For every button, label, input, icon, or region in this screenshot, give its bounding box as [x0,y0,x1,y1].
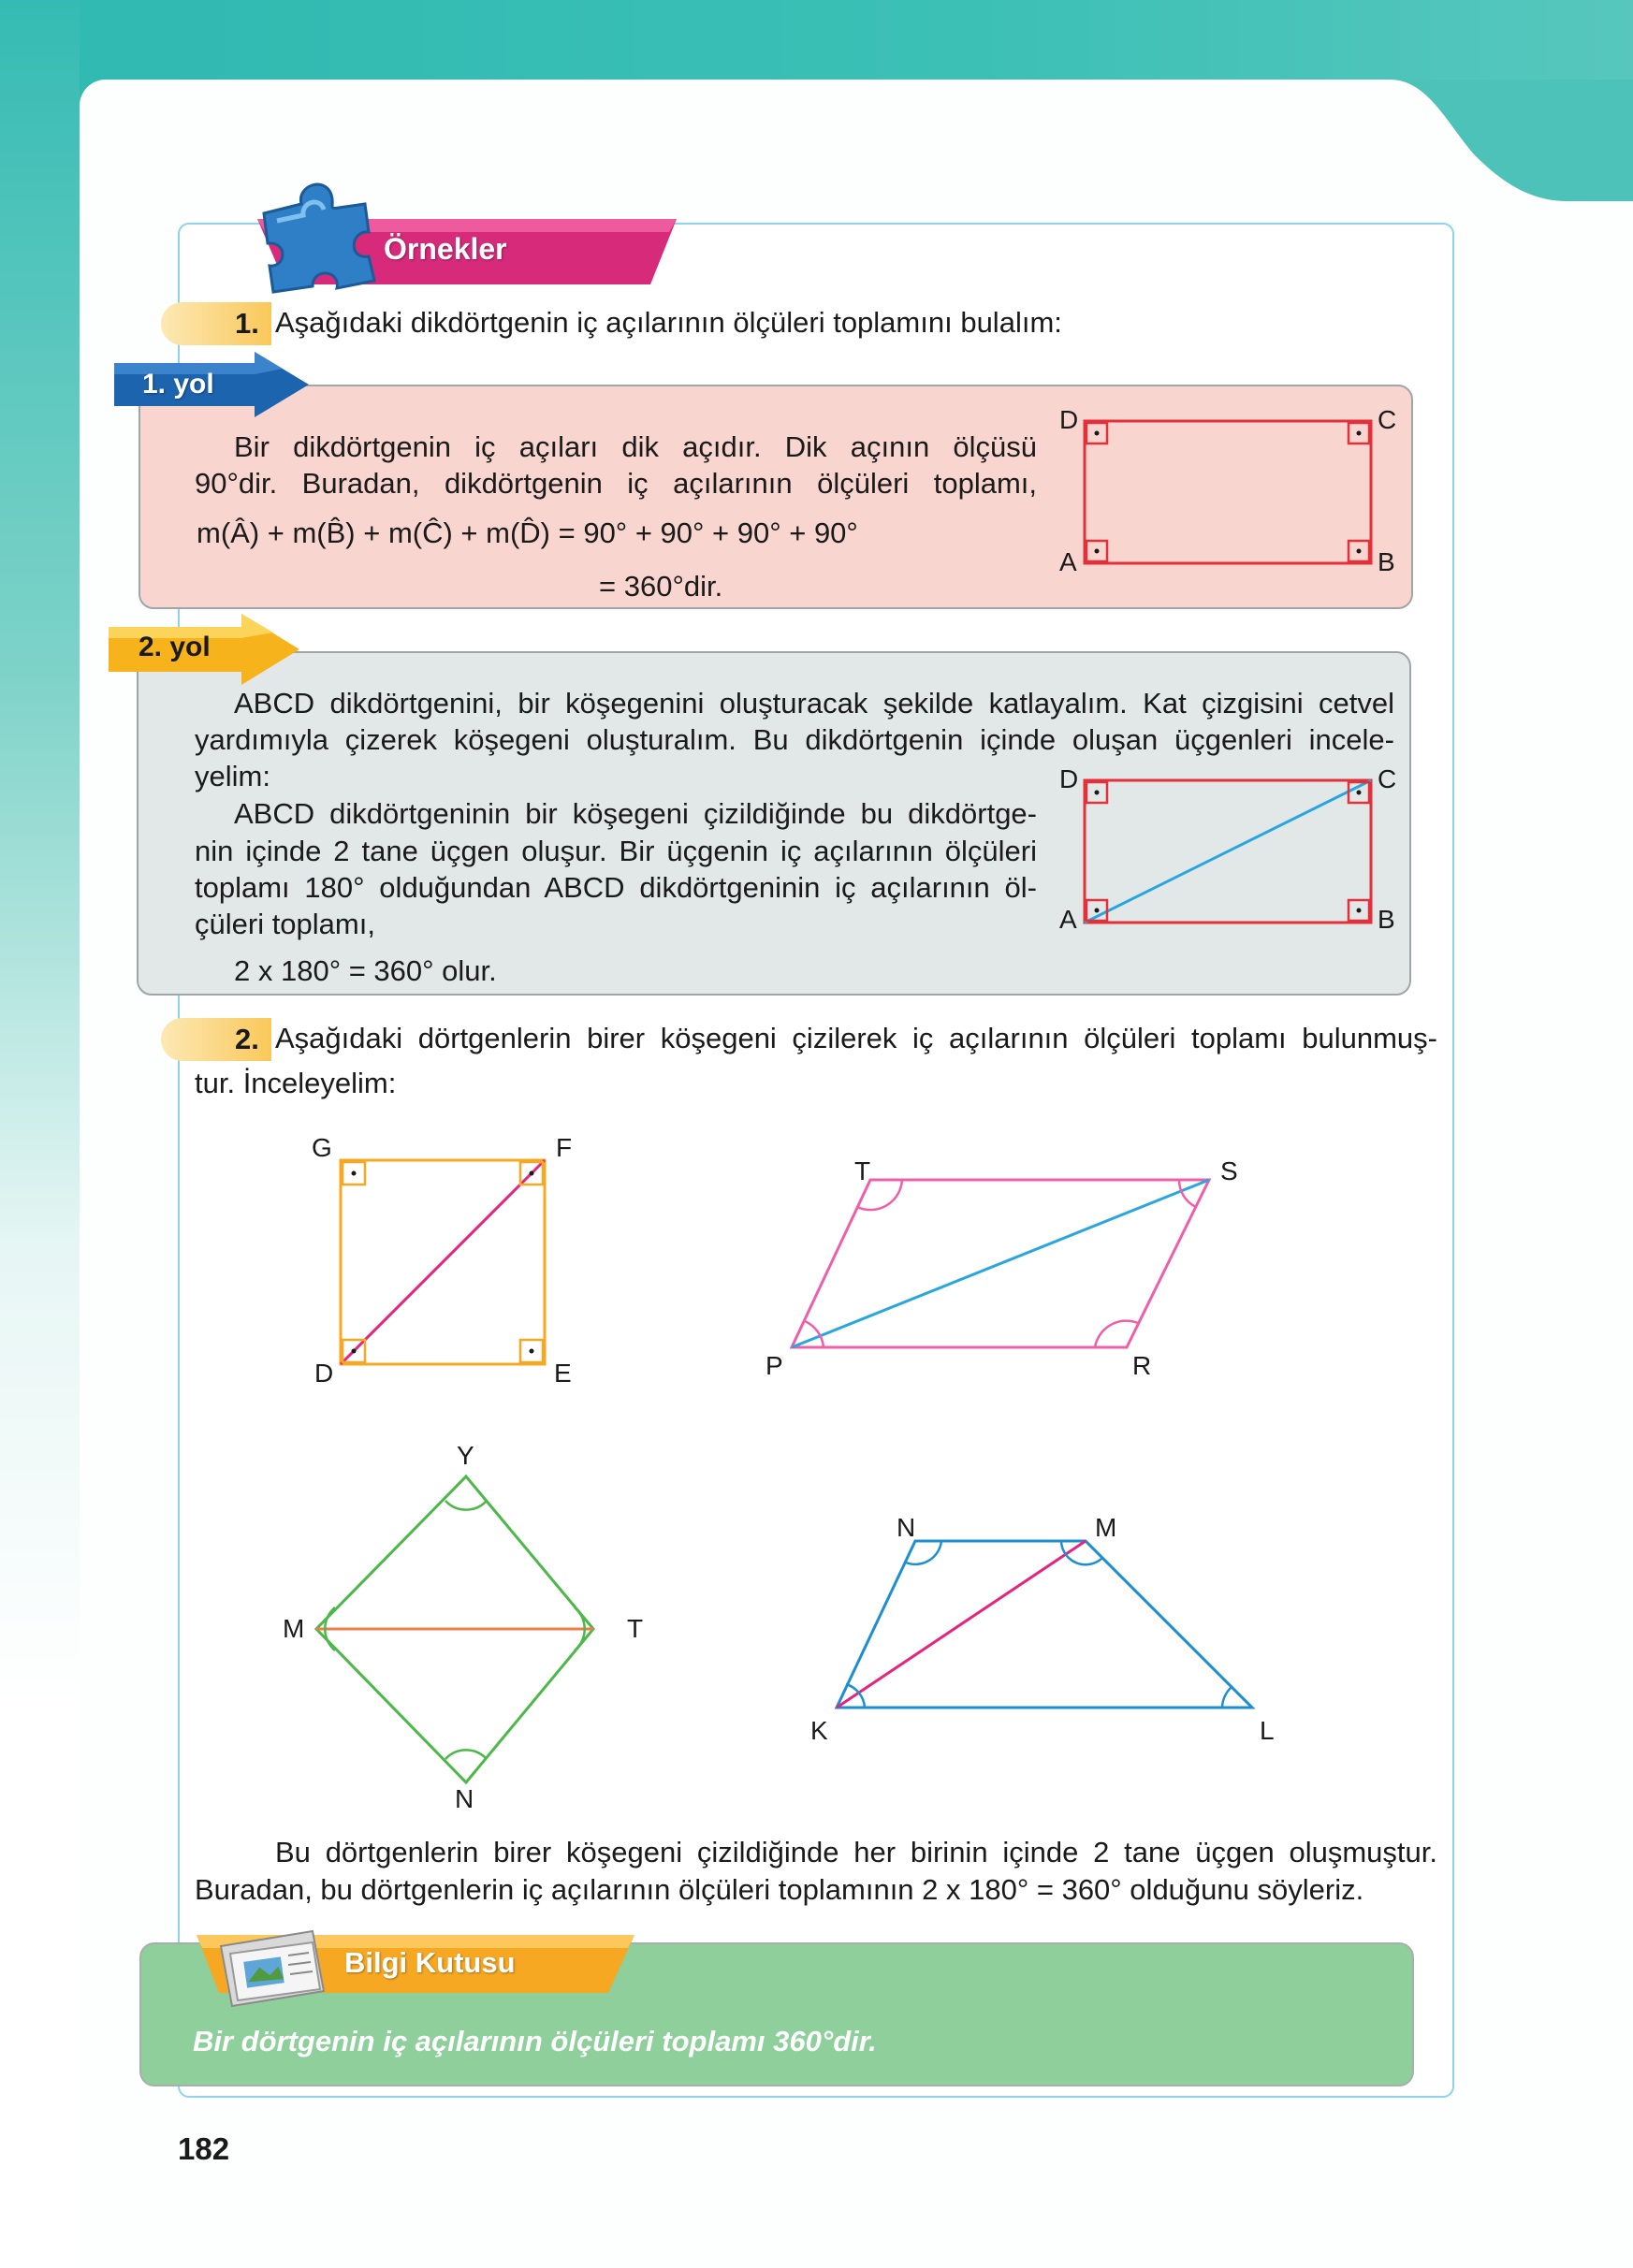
trapezoid-label-k: K [810,1716,828,1745]
rhombus-label-n: N [455,1784,474,1813]
question-text-1: Aşağıdaki dikdörtgenin iç açılarının ölçüleri toplamını bulalım: [275,306,1062,339]
left-color-band [0,0,80,2268]
trapezoid-label-m: M [1095,1513,1117,1542]
way2-label: 2. yol [139,632,211,662]
rhombus-ytnm [316,1476,593,1782]
rectangle-abcd [1085,421,1371,563]
parallelogram-tsrp [792,1180,1209,1347]
vertex-label-a: A [1059,547,1077,576]
parallelogram-diagonal [792,1180,1209,1347]
vertex-label-a-2: A [1059,905,1077,934]
trapezoid-label-n: N [897,1513,916,1542]
way1-formula: m(Â) + m(B̂) + m(Ĉ) + m(D̂) = 90° + 90° + 90° + 90° [197,516,858,549]
rectangle-figure-1 [1056,400,1411,588]
trapezoid-nmlk [837,1541,1252,1708]
vertex-label-c: C [1378,405,1397,434]
square-label-e: E [554,1359,572,1388]
way2-line1: ABCD dikdörtgenini, bir köşegenini oluşturacak şekilde katlayalım. Kat çizgisini cetvel [234,687,1394,720]
parallelogram-label-s: S [1220,1156,1238,1185]
way1-result: = 360°dir. [599,570,723,603]
rhombus-label-m: M [283,1614,305,1643]
way2-line2: yardımıyla çizerek köşegeni oluşturalım. Bu dikdörtgenin içinde oluşan üçgenleri incele- [195,723,1394,756]
way2-line5: nin içinde 2 tane üçgen oluşur. Bir üçgenin iç açılarının ölçüleri [195,835,1037,867]
info-box-text: Bir dörtgenin iç açılarının ölçüleri toplamı 360°dir. [193,2025,877,2057]
square-label-g: G [312,1133,332,1162]
question-text-2-line1: Aşağıdaki dörtgenlerin birer köşegeni çizilerek iç açılarının ölçüleri toplamı bulunmuş- [275,1022,1437,1054]
vertex-label-b-2: B [1378,905,1395,934]
vertex-label-d: D [1059,405,1079,434]
square-diagonal [341,1160,545,1364]
square-label-d: D [314,1359,334,1388]
question-text-2-line2: tur. İnceleyelim: [195,1067,397,1099]
way2-line3: yelim: [195,760,270,792]
square-gfed [341,1160,545,1364]
conclusion-line1: Bu dörtgenlerin birer köşegeni çizildiğinde her birinin içinde 2 tane üçgen oluşmuştur. [275,1836,1437,1868]
newspaper-icon [208,1922,348,2015]
way1-line2: 90°dir. Buradan, dikdörtgenin iç açılarının ölçüleri toplamı, [195,467,1037,500]
section-title: Örnekler [384,232,507,266]
question-number-2: 2. [235,1023,259,1055]
parallelogram-label-t: T [854,1156,871,1185]
rectangle-figure-2 [1056,758,1411,945]
page-number: 182 [178,2131,230,2166]
way1-label: 1. yol [142,369,214,400]
vertex-label-b: B [1378,547,1395,576]
way2-line4: ABCD dikdörtgeninin bir köşegeni çizildiğinde bu dikdörtge- [234,797,1037,830]
square-label-f: F [556,1133,573,1162]
conclusion-line2: Buradan, bu dörtgenlerin iç açılarının ölçüleri toplamının 2 x 180° = 360° olduğunu söyleriz. [195,1873,1364,1906]
rhombus-label-t: T [627,1614,644,1643]
way1-line1: Bir dikdörtgenin iç açıları dik açıdır. Dik açının ölçüsü [234,430,1037,463]
way2-line6: toplamı 180° olduğundan ABCD dikdörtgeninin iç açılarının öl- [195,871,1037,904]
page-corner-notch [1390,80,1633,201]
question-number-1: 1. [235,307,259,340]
parallelogram-label-p: P [765,1351,783,1380]
info-box-title: Bilgi Kutusu [344,1946,516,1979]
vertex-label-c-2: C [1378,764,1397,793]
vertex-label-d-2: D [1059,764,1079,793]
trapezoid-diagonal [837,1541,1086,1708]
way2-line7: çüleri toplamı, [195,908,375,940]
parallelogram-label-r: R [1132,1351,1152,1380]
rhombus-label-y: Y [457,1441,474,1470]
trapezoid-label-l: L [1260,1716,1275,1745]
diagonal-ac [1085,780,1371,923]
way2-line8: 2 x 180° = 360° olur. [234,954,497,987]
puzzle-piece-icon [245,176,386,307]
